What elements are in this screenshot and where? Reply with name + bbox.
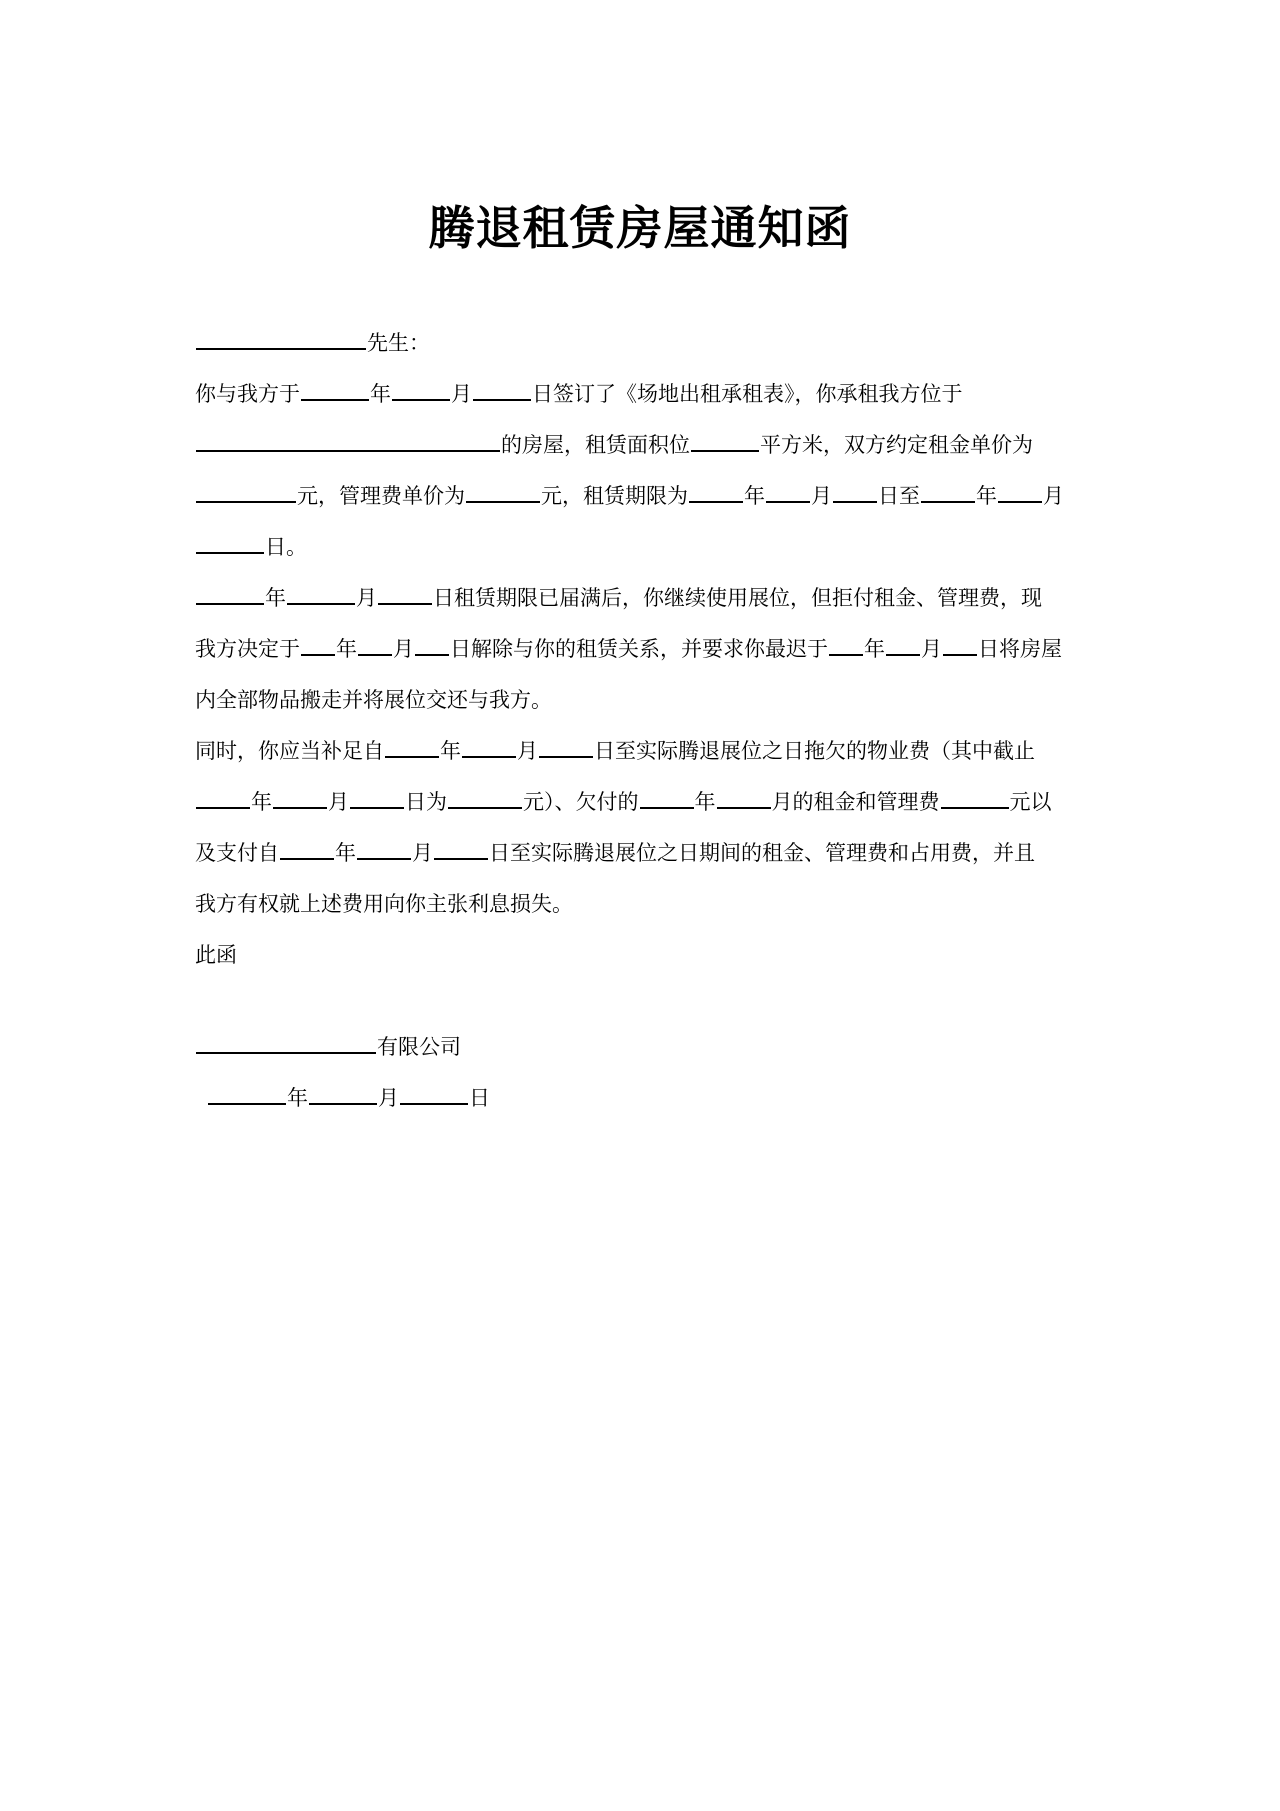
fill-blank[interactable] (943, 634, 977, 656)
text-segment: 月 (921, 637, 942, 661)
p1-line2 (195, 420, 1091, 471)
signature-date (195, 1073, 490, 1124)
text-segment: 日解除与你的租赁关系，并要求你最迟于 (450, 637, 828, 661)
text-segment: 年 (864, 637, 885, 661)
fill-blank[interactable] (717, 787, 771, 809)
fill-blank[interactable] (941, 787, 1009, 809)
text-segment: 月 (517, 739, 538, 763)
p1-line3 (195, 471, 1091, 522)
text-segment: 你与我方于 (195, 382, 300, 406)
fill-blank[interactable] (539, 736, 593, 758)
fill-blank[interactable] (309, 1083, 377, 1105)
text-segment: 日将房屋 (978, 637, 1062, 661)
fill-blank[interactable] (301, 634, 335, 656)
fill-blank[interactable] (921, 481, 975, 503)
fill-blank[interactable] (691, 430, 759, 452)
text-segment: 日至 (878, 484, 920, 508)
fill-blank[interactable] (385, 736, 439, 758)
text-segment: 年 (287, 1086, 308, 1110)
fill-blank[interactable] (400, 1083, 468, 1105)
fill-blank[interactable] (196, 481, 296, 503)
fill-blank[interactable] (640, 787, 694, 809)
p3-line2 (195, 777, 1091, 828)
fill-blank[interactable] (350, 787, 404, 809)
text-segment: 我方有权就上述费用向你主张利息损失。 (195, 892, 573, 916)
letter-body (195, 318, 1091, 981)
company-suffix: 有限公司 (377, 1035, 461, 1059)
p3-line1 (195, 726, 1091, 777)
p3-line4 (195, 879, 1091, 930)
text-segment: 月 (328, 790, 349, 814)
fill-blank[interactable] (415, 634, 449, 656)
text-segment: 的房屋，租赁面积位 (501, 433, 690, 457)
text-segment: 年 (251, 790, 272, 814)
fill-blank[interactable] (829, 634, 863, 656)
fill-blank[interactable] (886, 634, 920, 656)
text-segment: 我方决定于 (195, 637, 300, 661)
fill-blank[interactable] (273, 787, 327, 809)
fill-blank[interactable] (766, 481, 810, 503)
text-segment: 日 (469, 1086, 490, 1110)
text-segment: 年 (744, 484, 765, 508)
fill-blank[interactable] (196, 583, 264, 605)
text-segment: 同时，你应当补足自 (195, 739, 384, 763)
p3-line3 (195, 828, 1091, 879)
fill-blank[interactable] (208, 1083, 286, 1105)
salutation (195, 318, 1091, 369)
document-title: 腾退租赁房屋通知函 (428, 201, 852, 255)
company-line (195, 1022, 490, 1073)
text-segment: 月的租金和管理费 (771, 790, 940, 814)
p1-line1 (195, 369, 1091, 420)
fill-blank[interactable] (462, 736, 516, 758)
text-segment: 年 (440, 739, 461, 763)
p2-line1 (195, 573, 1091, 624)
fill-blank[interactable] (434, 838, 488, 860)
closing-text: 此函 (195, 943, 237, 967)
fill-blank[interactable] (392, 379, 450, 401)
text-segment: 月 (412, 841, 433, 865)
text-segment: 月 (378, 1086, 399, 1110)
p2-line3 (195, 675, 1091, 726)
fill-blank[interactable] (196, 430, 500, 452)
fill-blank[interactable] (287, 583, 355, 605)
fill-blank[interactable] (473, 379, 531, 401)
text-segment: 年 (265, 586, 286, 610)
name-blank[interactable] (196, 328, 366, 350)
text-segment: 月 (393, 637, 414, 661)
text-segment: 月 (451, 382, 472, 406)
text-segment: 平方米，双方约定租金单价为 (760, 433, 1033, 457)
fill-blank[interactable] (196, 532, 264, 554)
text-segment: 内全部物品搬走并将展位交还与我方。 (195, 688, 552, 712)
salutation-suffix: 先生： (367, 331, 430, 355)
text-segment: 日。 (265, 535, 307, 559)
fill-blank[interactable] (357, 838, 411, 860)
text-segment: 元，租赁期限为 (541, 484, 688, 508)
fill-blank[interactable] (301, 379, 369, 401)
fill-blank[interactable] (196, 787, 250, 809)
fill-blank[interactable] (689, 481, 743, 503)
text-segment: 月 (1043, 484, 1064, 508)
text-segment: 年 (694, 790, 716, 814)
fill-blank[interactable] (448, 787, 522, 809)
text-segment: 年 (370, 382, 391, 406)
text-segment: 及支付自 (195, 841, 279, 865)
text-segment: 日租赁期限已届满后，你继续使用展位，但拒付租金、管理费，现 (433, 586, 1042, 610)
text-segment: 日签订了《场地出租承租表》，你承租我方位于 (532, 382, 963, 406)
fill-blank[interactable] (998, 481, 1042, 503)
p2-line2 (195, 624, 1091, 675)
fill-blank[interactable] (466, 481, 540, 503)
fill-blank[interactable] (378, 583, 432, 605)
text-segment: 元，管理费单价为 (297, 484, 465, 508)
fill-blank[interactable] (358, 634, 392, 656)
fill-blank[interactable] (833, 481, 877, 503)
text-segment: 年 (335, 841, 356, 865)
p1-line4 (195, 522, 1091, 573)
text-segment: 日为 (405, 790, 447, 814)
text-segment: 元以 (1009, 790, 1052, 814)
signature-block (195, 1022, 490, 1124)
text-segment: 月 (356, 586, 377, 610)
company-name-blank[interactable] (196, 1032, 376, 1054)
text-segment: 日至实际腾退展位之日拖欠的物业费（其中截止 (594, 739, 1035, 763)
text-segment: 年 (976, 484, 997, 508)
text-segment: 年 (336, 637, 357, 661)
fill-blank[interactable] (280, 838, 334, 860)
text-segment: 月 (811, 484, 832, 508)
text-segment: 日至实际腾退展位之日期间的租金、管理费和占用费，并且 (489, 841, 1035, 865)
text-segment: 元）、欠付的 (523, 790, 639, 814)
